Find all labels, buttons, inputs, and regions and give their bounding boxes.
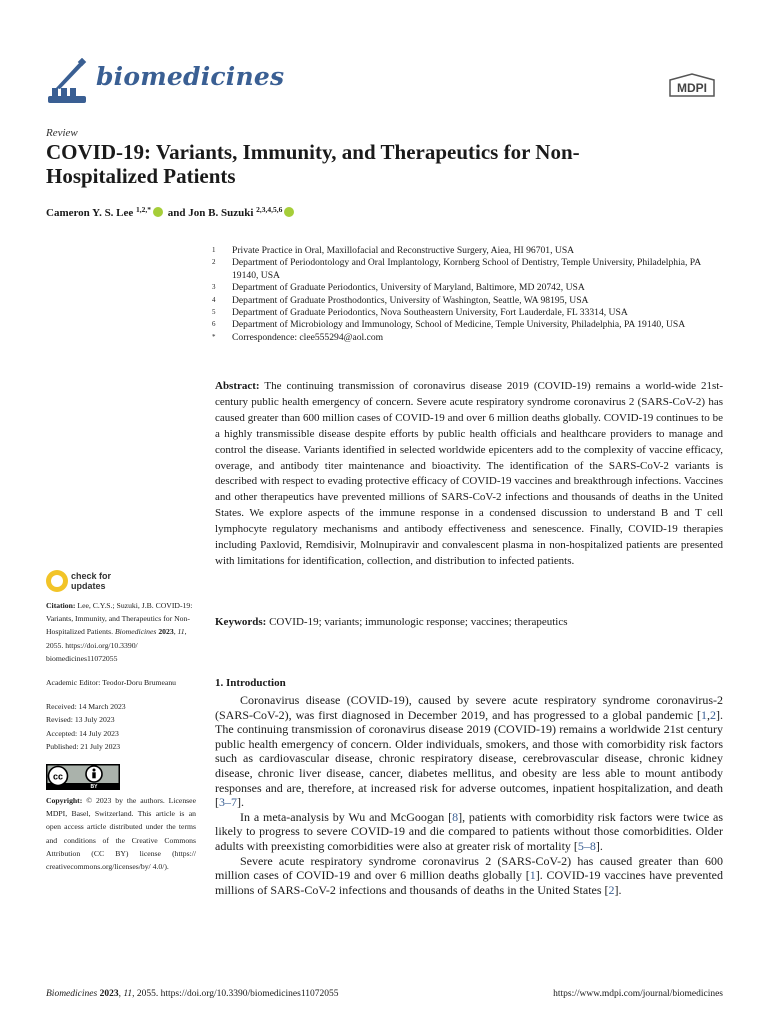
affiliation-mark: 6 (212, 320, 216, 329)
footer-journal: Biomedicines (46, 989, 98, 999)
affiliation-item (212, 245, 722, 257)
affiliation-mark: 2 (212, 258, 216, 267)
accepted-date: Accepted: 14 July 2023 (46, 728, 119, 738)
affiliation-item (212, 319, 722, 331)
citation-link[interactable]: 1 (529, 868, 536, 883)
abstract-label: Abstract: (215, 380, 260, 392)
citation-volume: 11 (177, 627, 185, 637)
cc-by-license-icon[interactable] (46, 764, 120, 790)
citation-text: Lee, C.Y.S.; Suzuki, J.B. COVID-19: Variants, Immunity, and Therapeutics for Non-Hospitalized Patients. (46, 601, 193, 637)
cc-label: BY (90, 784, 98, 791)
check-updates-icon (46, 570, 68, 592)
abstract (215, 379, 723, 570)
author-list (46, 205, 296, 219)
keywords-text: COVID-19; variants; immunologic response; vaccines; therapeutics (269, 616, 568, 628)
affiliation-mark: * (212, 332, 216, 341)
academic-editor: Academic Editor: Teodor-Doru Brumeanu (46, 678, 177, 688)
affiliation-text: Department of Graduate Periodontics, Nova Southeastern University, Fort Lauderdale, FL 33314, USA (232, 307, 628, 319)
svg-text:cc: cc (52, 771, 64, 782)
affiliation-item (212, 295, 722, 307)
copyright-label: Copyright: (46, 796, 83, 806)
mdpi-logo-icon (666, 72, 718, 100)
dates-block (46, 700, 196, 753)
citation-journal: Biomedicines (114, 627, 157, 637)
paragraph: In a meta-analysis by Wu and McGoogan [8], patients with comorbidity risk factors were twice as likely to progress to severe COVID-19 and die compared to patients without those comorbidities. Older adults with preexisting comorbidities were also at greater risk of mortality [5–8]. (215, 809, 723, 853)
affiliation-mark: 5 (212, 308, 216, 317)
introduction-body (215, 693, 723, 897)
affiliation-text: Department of Graduate Periodontics, University of Maryland, Baltimore, MD 20742, USA (232, 282, 585, 294)
correspondence-email[interactable]: Correspondence: clee555294@aol.com (232, 331, 384, 343)
affiliation-text: Department of Graduate Prosthodontics, University of Washington, Seattle, WA 98195, USA (232, 294, 589, 306)
affiliation-mark: 3 (212, 283, 216, 292)
citation-year: 2023 (158, 627, 174, 637)
citation-link[interactable]: 2 (710, 707, 716, 722)
keywords-label: Keywords: (215, 616, 267, 628)
citation-link[interactable]: 5–8 (577, 838, 596, 853)
check-updates-line1: check for (71, 571, 112, 581)
affiliation-item (212, 307, 722, 319)
keywords (215, 615, 723, 630)
author-name[interactable]: Jon B. Suzuki (188, 207, 254, 219)
publisher-name: MDPI (677, 81, 707, 95)
citation-link[interactable]: 3–7 (219, 795, 237, 810)
affiliation-text: Private Practice in Oral, Maxillofacial and Reconstructive Surgery, Aiea, HI 96701, USA (232, 245, 575, 256)
footer-journal-url[interactable]: https://www.mdpi.com/journal/biomedicines (553, 989, 723, 999)
article-type: Review (46, 127, 78, 139)
footer-year: 2023 (99, 989, 119, 999)
citation-link[interactable]: 2 (608, 882, 615, 897)
affiliation-mark: 4 (212, 295, 216, 304)
copyright-text: © 2023 by the authors. Licensee MDPI, Basel, Switzerland. This article is an open access article distributed under the terms and conditions of the Creative Commons Attribution (CC BY) license (https:// creativecommons.org/licenses/by/ 4.0/). (46, 796, 196, 872)
affiliation-item (212, 332, 722, 344)
author-name[interactable]: Cameron Y. S. Lee (46, 207, 134, 219)
check-updates-line2: updates (71, 581, 106, 591)
footer-doi[interactable]: , 2055. https://doi.org/10.3390/biomedicines11072055 (132, 989, 339, 999)
affiliations-list (212, 245, 722, 344)
citation-link[interactable]: 8 (452, 809, 459, 824)
citation-doi[interactable]: , 2055. https://doi.org/10.3390/ biomedicines11072055 (46, 627, 187, 663)
affiliation-text: Department of Periodontology and Oral Implantology, Kornberg School of Dentistry, Temple University, Philadelphia, PA 19140, USA (232, 257, 701, 281)
author-affiliation-marks: 1,2,* (136, 205, 152, 214)
journal-logo-icon (46, 58, 88, 106)
orcid-icon[interactable] (284, 207, 294, 217)
check-for-updates-button[interactable] (46, 570, 156, 594)
author-conjunction: and (167, 207, 186, 219)
article-info-sidebar (46, 599, 196, 873)
received-date: Received: 14 March 2023 (46, 702, 126, 712)
citation-label: Citation: (46, 601, 76, 610)
revised-date: Revised: 13 July 2023 (46, 715, 115, 725)
affiliation-item (212, 282, 722, 294)
affiliation-item (212, 257, 722, 282)
journal-name: biomedicines (96, 62, 285, 91)
citation-link[interactable]: 1 (701, 707, 707, 722)
footer-volume: 11 (123, 989, 133, 999)
affiliation-text: Department of Microbiology and Immunology, School of Medicine, Temple University, Philadelphia, PA 19140, USA (232, 319, 686, 331)
footer-citation: Biomedicines 2023, 11, 2055. https://doi.org/10.3390/biomedicines11072055 (46, 989, 339, 999)
published-date: Published: 21 July 2023 (46, 741, 121, 751)
citation-block: Citation: Lee, C.Y.S.; Suzuki, J.B. COVID-19: Variants, Immunity, and Therapeutics for Non-Hospitalized Patients. Biomedicines 2023, 11, 2055. https://doi.org/10.3390/ biomedicines11072055 (46, 601, 193, 663)
affiliation-mark: 1 (212, 246, 216, 254)
copyright-block (46, 794, 196, 873)
orcid-icon[interactable] (153, 207, 163, 217)
article-title: COVID-19: Variants, Immunity, and Therapeutics for Non-Hospitalized Patients (46, 140, 580, 188)
abstract-text: The continuing transmission of coronavirus disease 2019 (COVID-19) remains a world-wide 21st-century public health emergency of concern. Severe acute respiratory syndrome coronavirus 2 (SARS-CoV-2) has caused greater than 600 million cases of COVID-19 and over 6 million deaths globally. COVID-19 continues to be a highly transmissible disease despite efforts by public health officials and healthcare providers to manage and control the disease. Variants identified in selected worldwide epicenters add to the complexity of vaccine efficacy, overage, and antibody titer maintenance and bioactivity. The identification of the SARS-CoV-2 variants is described with respect to evading protective efficacy of COVID-19 vaccines and breakthrough infections. Vaccines and other therapeutics have prevented millions of SARS-CoV-2 infections and thousands of deaths in the United States. We explore aspects of the immune response in a condensed discussion to understand B and T cell lymphocyte regulatory mechanisms and antibody effectiveness and senescence. Finally, COVID-19 therapies including Paxlovid, Remdisivir, Molnupiravir and convalescent plasma in non-hospitalized patients are presented with limitations for identification, collection, and distribution to infected patients. (215, 380, 723, 567)
paragraph: Coronavirus disease (COVID-19), caused by severe acute respiratory syndrome coronavirus-2 (SARS-CoV-2), was first diagnosed in December 2019, and has progressed to a global pandemic [1,2]. The continuing transmission of coronavirus disease 2019 (COVID-19) remains a worldwide 21st century public health emergency of concern. Older individuals, smokers, and those with comorbidity risk factors such as cardiovascular disease, chronic respiratory disease, cerebrovascular disease, chronic kidney disease, chronic liver disease, cancer, diabetes mellitus, and obesity are less able to mount antibody responses and are, therefore, at increased risk for adverse outcomes, inpatient hospitalization, and death [3–7]. (215, 693, 723, 810)
paragraph: Severe acute respiratory syndrome coronavirus 2 (SARS-CoV-2) has caused greater than 600 million cases of COVID-19 and over 6 million deaths globally [1]. COVID-19 vaccines have prevented millions of SARS-CoV-2 infections and thousands of deaths in the United States [2]. (215, 853, 723, 897)
author-affiliation-marks: 2,3,4,5,6 (256, 205, 283, 214)
section-heading: 1. Introduction (215, 677, 286, 689)
